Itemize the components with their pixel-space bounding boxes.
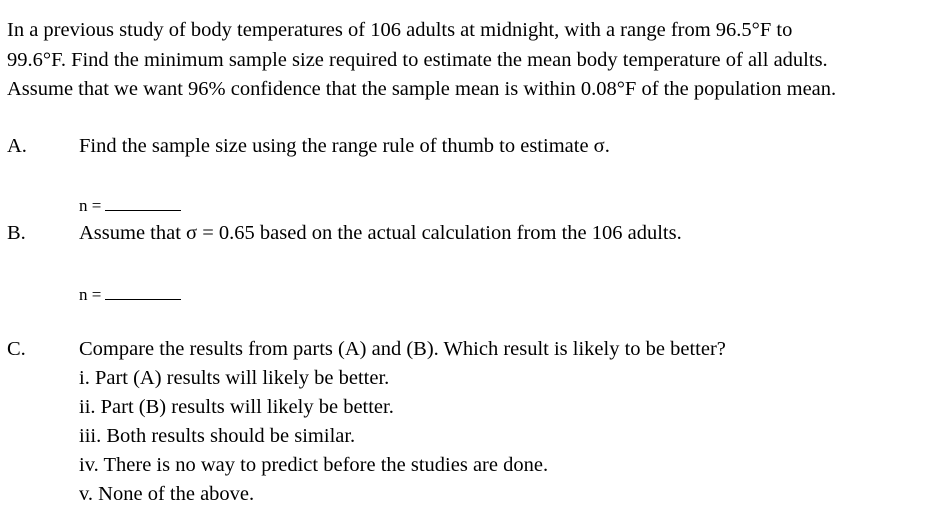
problem-statement: [7, 16, 935, 105]
problem-line: In a previous study of body temperatures of 106 adults at midnight, with a range from 96.5°F to: [7, 19, 793, 41]
choice-item[interactable]: iv. There is no way to predict before the studies are done.: [79, 454, 549, 476]
problem-line: Assume that we want 96% confidence that the sample mean is within 0.08°F of the population mean.: [7, 78, 837, 100]
part-b-answer-blank[interactable]: [105, 284, 181, 300]
part-a-letter: A.: [7, 135, 27, 157]
choice-item[interactable]: ii. Part (B) results will likely be better.: [79, 396, 394, 418]
choice-item[interactable]: v. None of the above.: [79, 483, 255, 505]
choice-item[interactable]: i. Part (A) results will likely be better.: [79, 367, 390, 389]
part-a-prompt: Find the sample size using the range rule of thumb to estimate σ.: [79, 135, 610, 157]
part-c-choices: [79, 364, 548, 509]
part-a-answer-label: n =: [79, 196, 102, 215]
part-a-answer: [79, 195, 181, 216]
part-b-prompt: Assume that σ = 0.65 based on the actual calculation from the 106 adults.: [79, 222, 682, 244]
part-a-answer-blank[interactable]: [105, 195, 181, 211]
choice-item[interactable]: iii. Both results should be similar.: [79, 425, 356, 447]
part-b-letter: B.: [7, 222, 26, 244]
part-b-answer: [79, 284, 181, 305]
problem-line: 99.6°F. Find the minimum sample size required to estimate the mean body temperature of all adults.: [7, 48, 828, 71]
part-c-prompt: Compare the results from parts (A) and (B). Which result is likely to be better?: [79, 338, 726, 360]
part-b-answer-label: n =: [79, 285, 102, 304]
part-c-letter: C.: [7, 338, 26, 360]
